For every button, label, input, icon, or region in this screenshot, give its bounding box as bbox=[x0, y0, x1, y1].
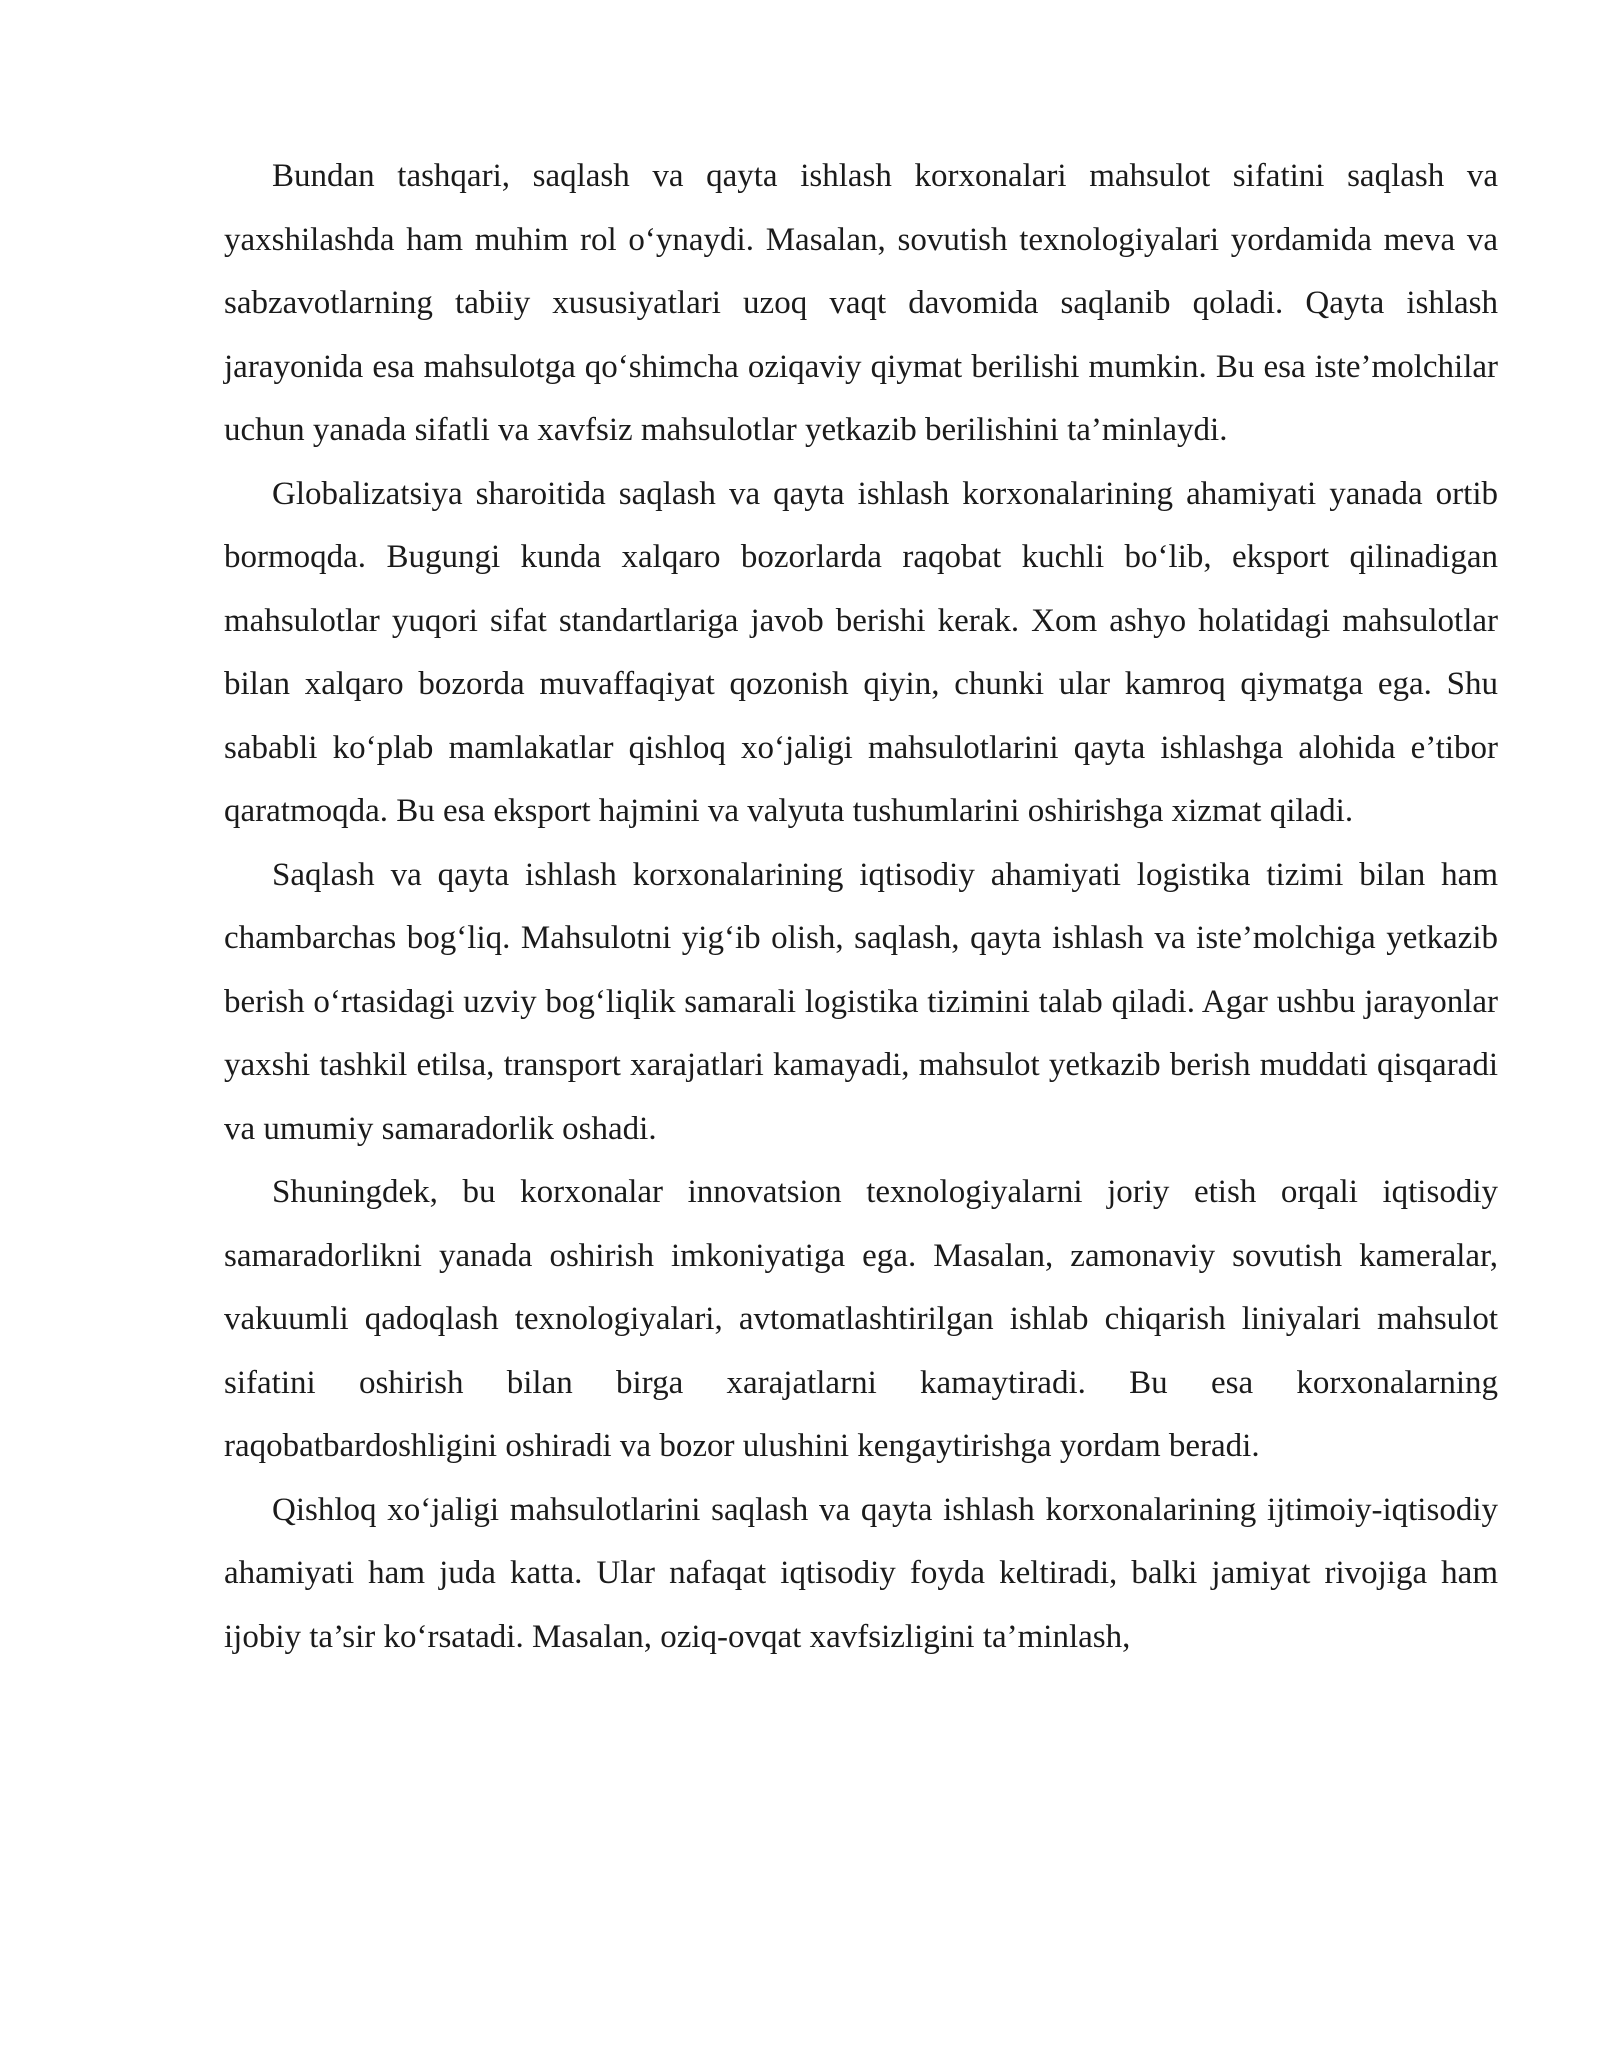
paragraph: Qishloq xo‘jaligi mahsulotlarini saqlash va qayta ishlash korxonalarining ijtimoiy-iqtisodiy ahamiyati ham juda katta. Ular nafaqat iqtisodiy foyda keltiradi, balki jamiyat rivojiga ham ijobiy ta’sir ko‘rsatadi. Masalan, oziq-ovqat xavfsizligini ta’minlash, bbox=[224, 1491, 1498, 1655]
paragraph: Bundan tashqari, saqlash va qayta ishlash korxonalari mahsulot sifatini saqlash va yaxshilashda ham muhim rol o‘ynaydi. Masalan, sovutish texnologiyalari yordamida meva va sabzavotlarning tabiiy xususiyatlari uzoq vaqt davomida saqlanib qoladi. Qayta ishlash jarayonida esa mahsulotga qo‘shimcha oziqaviy qiymat berilishi mumkin. Bu esa iste’molchilar uchun yanada sifatli va xavfsiz mahsulotlar yetkazib berilishini ta’minlaydi. bbox=[224, 158, 1498, 448]
paragraph: Globalizatsiya sharoitida saqlash va qayta ishlash korxonalarining ahamiyati yanada ortib bormoqda. Bugungi kunda xalqaro bozorlarda raqobat kuchli bo‘lib, eksport qilinadigan mahsulotlar yuqori sifat standartlariga javob berishi kerak. Xom ashyo holatidagi mahsulotlar bilan xalqaro bozorda muvaffaqiyat qozonish qiyin, chunki ular kamroq qiymatga ega. Shu sababli ko‘plab mamlakatlar qishloq xo‘jaligi mahsulotlarini qayta ishlashga alohida e’tibor qaratmoqda. Bu esa eksport hajmini va valyuta tushumlarini oshirishga xizmat qiladi. bbox=[224, 475, 1498, 829]
body-text bbox=[224, 145, 1498, 1669]
paragraph: Saqlash va qayta ishlash korxonalarining iqtisodiy ahamiyati logistika tizimi bilan ham chambarchas bog‘liq. Mahsulotni yig‘ib olish, saqlash, qayta ishlash va iste’molchiga yetkazib berish o‘rtasidagi uzviy bog‘liqlik samarali logistika tizimini talab qiladi. Agar ushbu jarayonlar yaxshi tashkil etilsa, transport xarajatlari kamayadi, mahsulot yetkazib berish muddati qisqaradi va umumiy samaradorlik oshadi. bbox=[224, 856, 1498, 1147]
paragraph: Shuningdek, bu korxonalar innovatsion texnologiyalarni joriy etish orqali iqtisodiy samaradorlikni yanada oshirish imkoniyatiga ega. Masalan, zamonaviy sovutish kameralar, vakuumli qadoqlash texnologiyalari, avtomatlashtirilgan ishlab chiqarish liniyalari mahsulot sifatini oshirish bilan birga xarajatlarni kamaytiradi. Bu esa korxonalarning raqobatbardoshligini oshiradi va bozor ulushini kengaytirishga yordam beradi. bbox=[224, 1174, 1498, 1464]
